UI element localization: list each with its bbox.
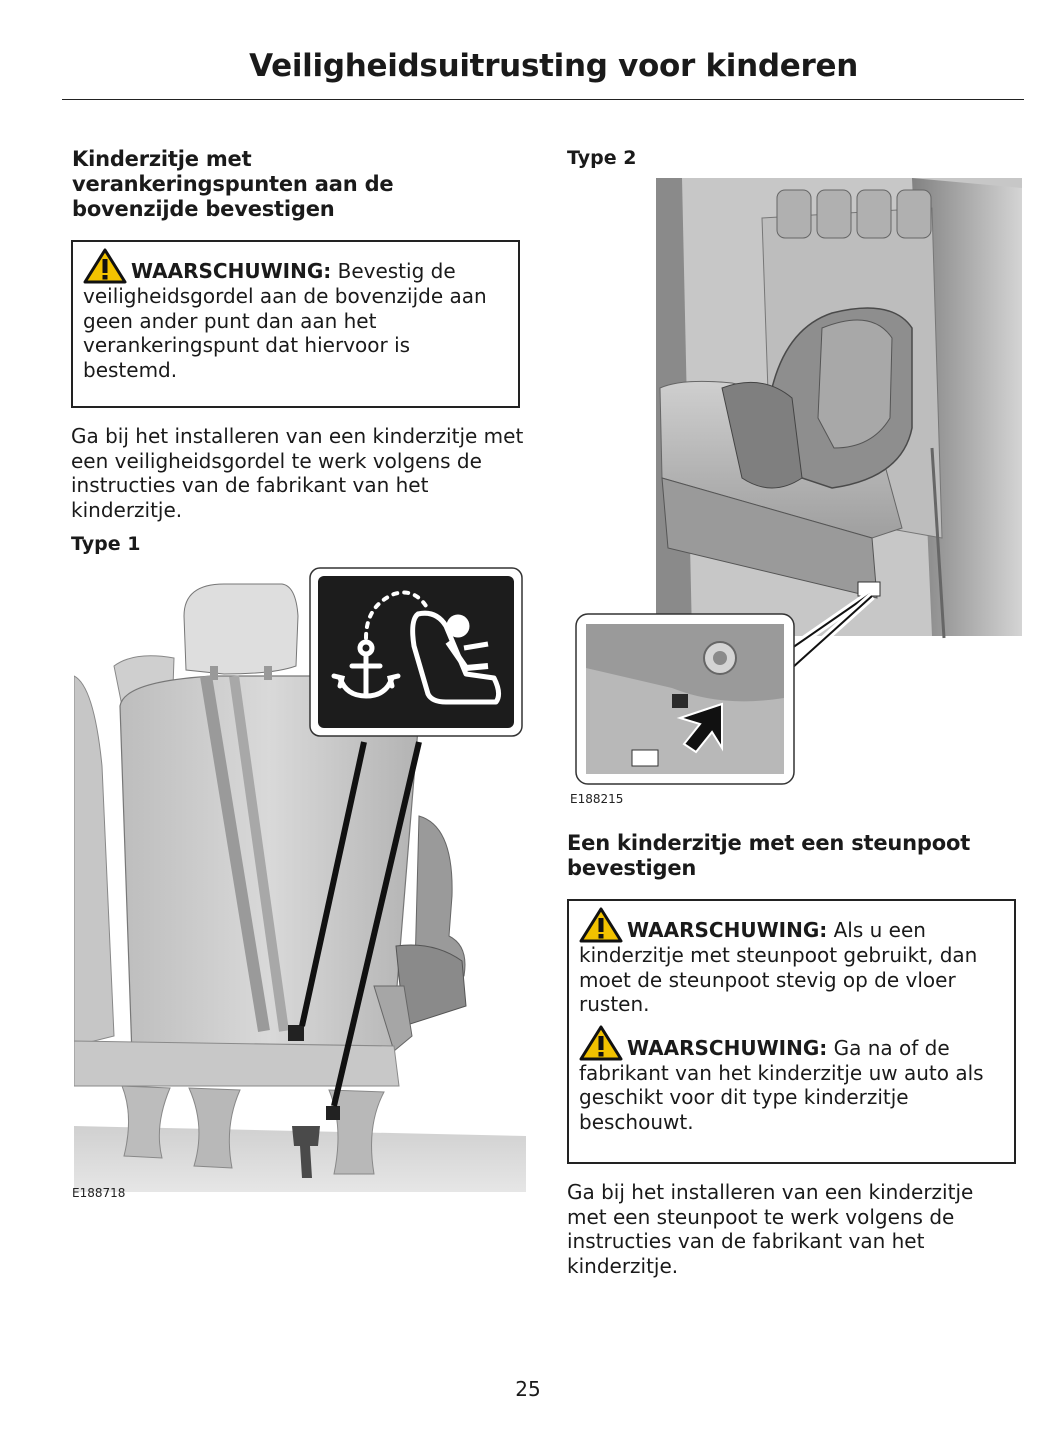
figure-type2-isofix — [570, 178, 1022, 806]
figure-type1-seat-back — [72, 566, 526, 1200]
warning-label: WAARSCHUWING: — [627, 1035, 828, 1060]
paragraph-support-leg: Ga bij het installeren van een kinderzitje met een steunpoot te werk volgens de instructies van de fabrikant van het kinderzitje. — [567, 1180, 974, 1278]
figure2-code: E188215 — [570, 792, 624, 806]
warning-text: Als u een kinderzitje met steunpoot gebruikt, dan moet de steunpoot stevig op de vloer rusten. — [579, 918, 978, 1016]
paragraph-top-tether: Ga bij het installeren van een kinderzitje met een veiligheidsgordel te werk volgens de instructies van de fabrikant van het kinderzitje. — [71, 424, 524, 522]
warning-box-support-leg — [567, 899, 1016, 1164]
figure1-code: E188718 — [72, 1186, 126, 1200]
header-rule — [62, 99, 1024, 100]
type2-label: Type 2 — [567, 147, 637, 169]
warning-label: WAARSCHUWING: — [627, 918, 828, 942]
warning-box-top-tether — [71, 240, 520, 408]
page-title: Veiligheidsuitrusting voor kinderen — [249, 48, 858, 84]
warning-label: WAARSCHUWING: — [131, 259, 332, 283]
warning-text: Ga na of de fabrikant van het kinderzitje uw auto als geschikt voor dit type kinderzitje beschouwt. — [579, 1035, 984, 1134]
section-heading-support-leg: Een kinderzitje met een steunpoot bevestigen — [567, 831, 971, 880]
warning-triangle-icon — [83, 248, 127, 284]
warning-triangle-icon — [579, 907, 623, 943]
warning-text: Bevestig de veiligheidsgordel aan de bovenzijde aan geen ander punt dan aan het verankeringspunt dat hiervoor is bestemd. — [83, 259, 487, 382]
page-number: 25 — [515, 1377, 541, 1401]
warning-1 — [579, 907, 1006, 1017]
warning-2 — [579, 1025, 1006, 1135]
section-heading-top-tether: Kinderzitje met verankeringspunten aan de bovenzijde bevestigen — [72, 147, 394, 221]
warning-triangle-icon — [579, 1025, 623, 1061]
type1-label: Type 1 — [71, 533, 141, 555]
